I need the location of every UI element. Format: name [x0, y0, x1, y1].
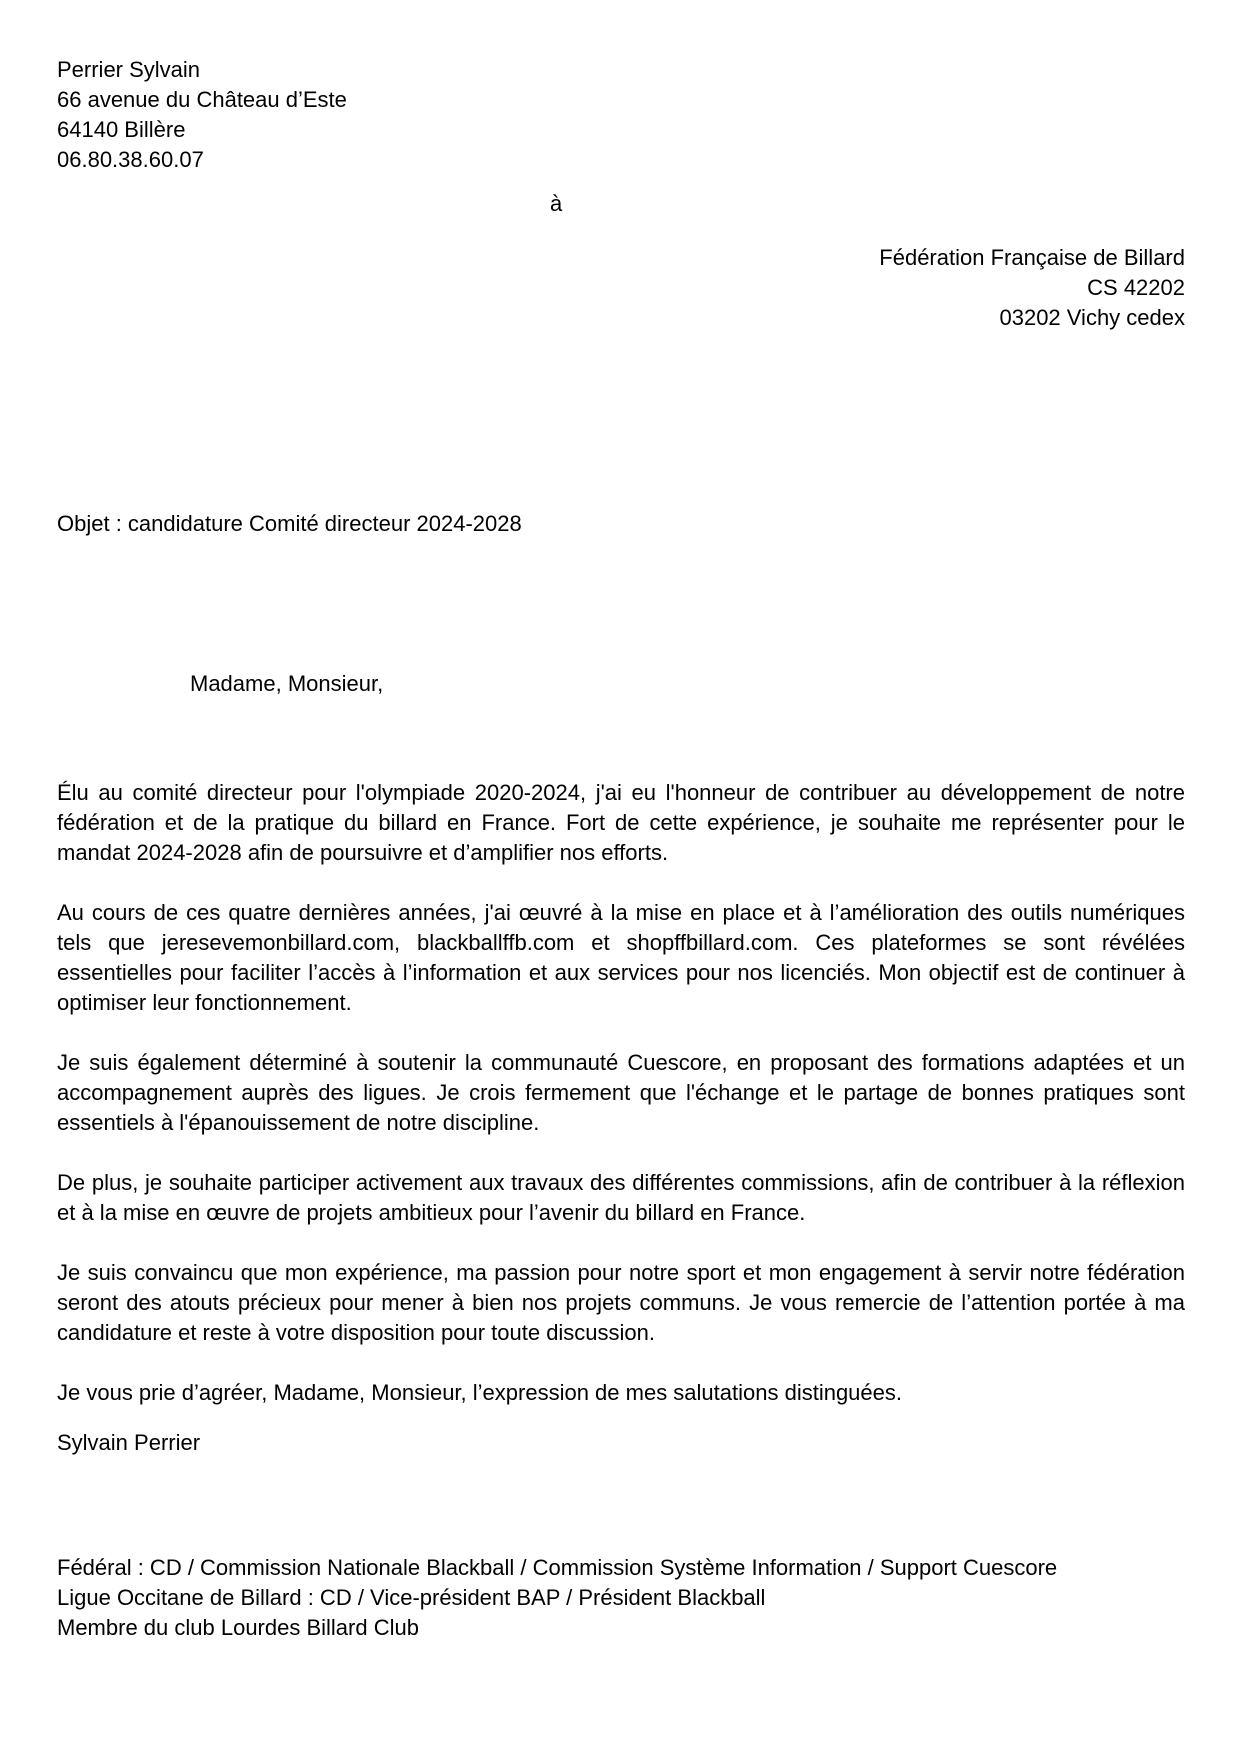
- recipient-block: [57, 243, 1185, 333]
- sender-block: [57, 55, 1185, 175]
- recipient-name: Fédération Française de Billard: [879, 245, 1185, 270]
- footer-line-federal: Fédéral : CD / Commission Nationale Blackball / Commission Système Information / Support Cuescore: [57, 1555, 1058, 1580]
- subject-line: Objet : candidature Comité directeur 2024-2028: [57, 511, 522, 536]
- closing-line: Je vous prie d’agréer, Madame, Monsieur, l’expression de mes salutations distinguées.: [57, 1380, 903, 1405]
- body-paragraph: Élu au comité directeur pour l'olympiade 2020-2024, j'ai eu l'honneur de contribuer au développement de notre fédération et de la pratique du billard en France. Fort de cette expérience, je souhaite me représenter pour le mandat 2024-2028 afin de poursuivre et d’amplifier nos efforts.: [57, 780, 1185, 865]
- recipient-city: 03202 Vichy cedex: [999, 305, 1185, 330]
- footer-line-club: Membre du club Lourdes Billard Club: [57, 1615, 419, 1640]
- salutation: Madame, Monsieur,: [190, 671, 384, 696]
- sender-name: Perrier Sylvain: [57, 57, 201, 82]
- sender-address-city: 64140 Billère: [57, 117, 186, 142]
- footer-block: [57, 1553, 1185, 1643]
- sender-phone: 06.80.38.60.07: [57, 147, 204, 172]
- sender-address-street: 66 avenue du Château d’Este: [57, 87, 347, 112]
- body-paragraph: Au cours de ces quatre dernières années, j'ai œuvré à la mise en place et à l’amélioration des outils numériques tels que jeresevemonbillard.com, blackballffb.com et shopffbillard.com. Ces plateformes se sont révélées essentielles pour faciliter l’accès à l’information et aux services pour nos licenciés. Mon objectif est de continuer à optimiser leur fonctionnement.: [57, 900, 1185, 1015]
- body-paragraph: Je suis convaincu que mon expérience, ma passion pour notre sport et mon engagement à servir notre fédération seront des atouts précieux pour mener à bien nos projets communs. Je vous remercie de l’attention portée à ma candidature et reste à votre disposition pour toute discussion.: [57, 1260, 1185, 1345]
- body-paragraph: De plus, je souhaite participer activement aux travaux des différentes commissions, afin de contribuer à la réflexion et à la mise en œuvre de projets ambitieux pour l’avenir du billard en France.: [57, 1170, 1185, 1225]
- signature-name: Sylvain Perrier: [57, 1430, 201, 1455]
- recipient-marker: à: [550, 191, 563, 216]
- recipient-box: CS 42202: [1087, 275, 1185, 300]
- body-paragraph: Je suis également déterminé à soutenir la communauté Cuescore, en proposant des formations adaptées et un accompagnement auprès des ligues. Je crois fermement que l'échange et le partage de bonnes pratiques sont essentiels à l'épanouissement de notre discipline.: [57, 1050, 1185, 1135]
- footer-line-ligue: Ligue Occitane de Billard : CD / Vice-président BAP / Président Blackball: [57, 1585, 766, 1610]
